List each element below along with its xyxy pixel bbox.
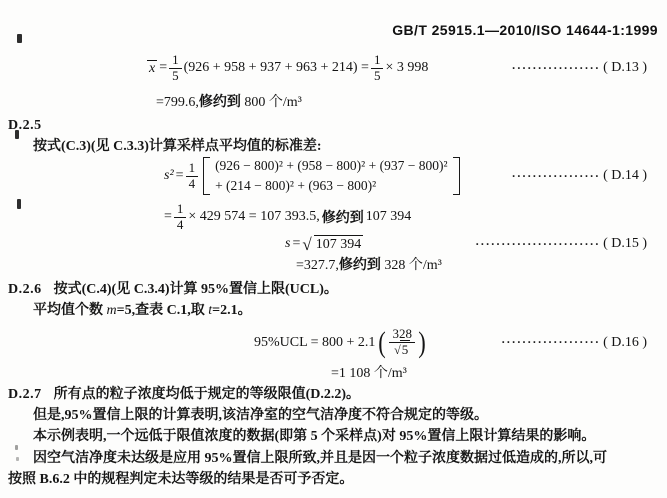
product-term: × 3 998 [385, 60, 429, 75]
equation-d13 [0, 50, 667, 86]
dot-leader: ················· [511, 60, 601, 75]
dot-leader: ··················· [501, 335, 601, 349]
left-paren: ( [378, 325, 387, 359]
squared-terms-row1: (926 − 800)² + (958 − 800)² + (937 − 800)² [215, 157, 448, 173]
eq-d16-result: =1 108 个/m³ [331, 366, 407, 381]
equation-d15 [0, 233, 667, 255]
right-paren: ) [418, 325, 426, 359]
xbar-variable: x [149, 61, 156, 76]
section-d27-body: 所有点的粒子浓度均低于规定的等级限值(D.2.2)。 [53, 387, 361, 402]
bracket-rows [215, 156, 447, 197]
squared-terms-row2: + (214 − 800)² + (963 − 800)² [215, 178, 377, 193]
radicand: 107 394 [315, 237, 362, 252]
equation-d16 [0, 320, 667, 365]
equals-sign: = [175, 168, 184, 183]
section-d26-body: 按式(C.4)(见 C.3.4)计算 95%置信上限(UCL)。 [53, 282, 338, 297]
scan-artifact [16, 457, 19, 461]
equation-label-d16: ··················· ( D.16 ) [501, 334, 647, 350]
equation-label-d13: ················· ( D.13 ) [511, 60, 647, 75]
scan-artifact [17, 34, 22, 43]
fraction-one-fourth: $\frac{1}{4}$ [174, 202, 187, 233]
right-bracket [453, 157, 460, 196]
left-bracket [203, 157, 210, 196]
eq-d14-result: = $\frac{1}{4}$ × 429 574 = 107 393.5, 修约到 107 394 [164, 200, 412, 232]
d27-paragraph-4: 按照 B.6.2 中的规程判定未达等级的结果是否可予否定。 [8, 472, 354, 487]
equation-label-d14: ················· ( D.14 ) [511, 168, 647, 183]
fraction-328-sqrt5: $\frac{328}{√5}$ [389, 327, 415, 358]
sum-terms: (926 + 958 + 937 + 963 + 214) = [183, 60, 369, 75]
m-variable: m [106, 303, 117, 318]
d27-paragraph-1: 但是,95%置信上限的计算表明,该洁净室的空气洁净度不符合规定的等级。 [33, 408, 488, 423]
section-number: D.2.6 [8, 282, 42, 297]
section-d25-body: 按式(C.3)(见 C.3.3)计算采样点平均值的标准差: [33, 139, 322, 154]
section-d26 [8, 282, 338, 299]
section-heading-d25: D.2.5 [8, 118, 42, 133]
dot-leader: ················· [511, 168, 601, 183]
dot-leader: ························ [475, 236, 601, 251]
t-variable: t [208, 303, 213, 318]
eq-d15-result: =327.7,修约到 328 个/m³ [296, 258, 442, 273]
d27-paragraph-3: 因空气洁净度未达级是应用 95%置信上限所致,并且是因一个粒子浓度数据过低造成的,所以,可 [33, 451, 607, 466]
ucl-lhs: 95%UCL = 800 + 2.1 [254, 334, 376, 350]
d26-parameters: 平均值个数 m=5,查表 C.1,取 t=2.1。 [33, 303, 252, 318]
fraction-one-fifth: $\frac{1}{5}$ [371, 53, 384, 84]
section-d27 [8, 387, 360, 404]
section-number: D.2.7 [8, 387, 42, 402]
standard-code-header: GB/T 25915.1—2010/ISO 14644-1:1999 [392, 22, 658, 38]
equation-label-d15: ························ ( D.15 ) [475, 236, 647, 251]
eq-d13-result: =799.6,修约到 800 个/m³ [156, 95, 302, 110]
radical-sign: √ [302, 234, 312, 254]
equals-sign: = [164, 209, 172, 224]
equals-sign: = [292, 236, 301, 251]
equals-sign: = [159, 60, 168, 75]
fraction-one-fifth: $\frac{1}{5}$ [169, 53, 182, 84]
s-variable: s [285, 236, 291, 251]
equation-d14 [0, 152, 667, 200]
fraction-one-fourth: $\frac{1}{4}$ [186, 161, 199, 192]
s-squared-variable: s² [164, 168, 174, 183]
d27-paragraph-2: 本示例表明,一个远低于限值浓度的数据(即第 5 个采样点)对 95%置信上限计算结果的影响。 [33, 429, 596, 444]
scan-artifact [15, 445, 18, 450]
radical-sign: √ [394, 343, 401, 357]
